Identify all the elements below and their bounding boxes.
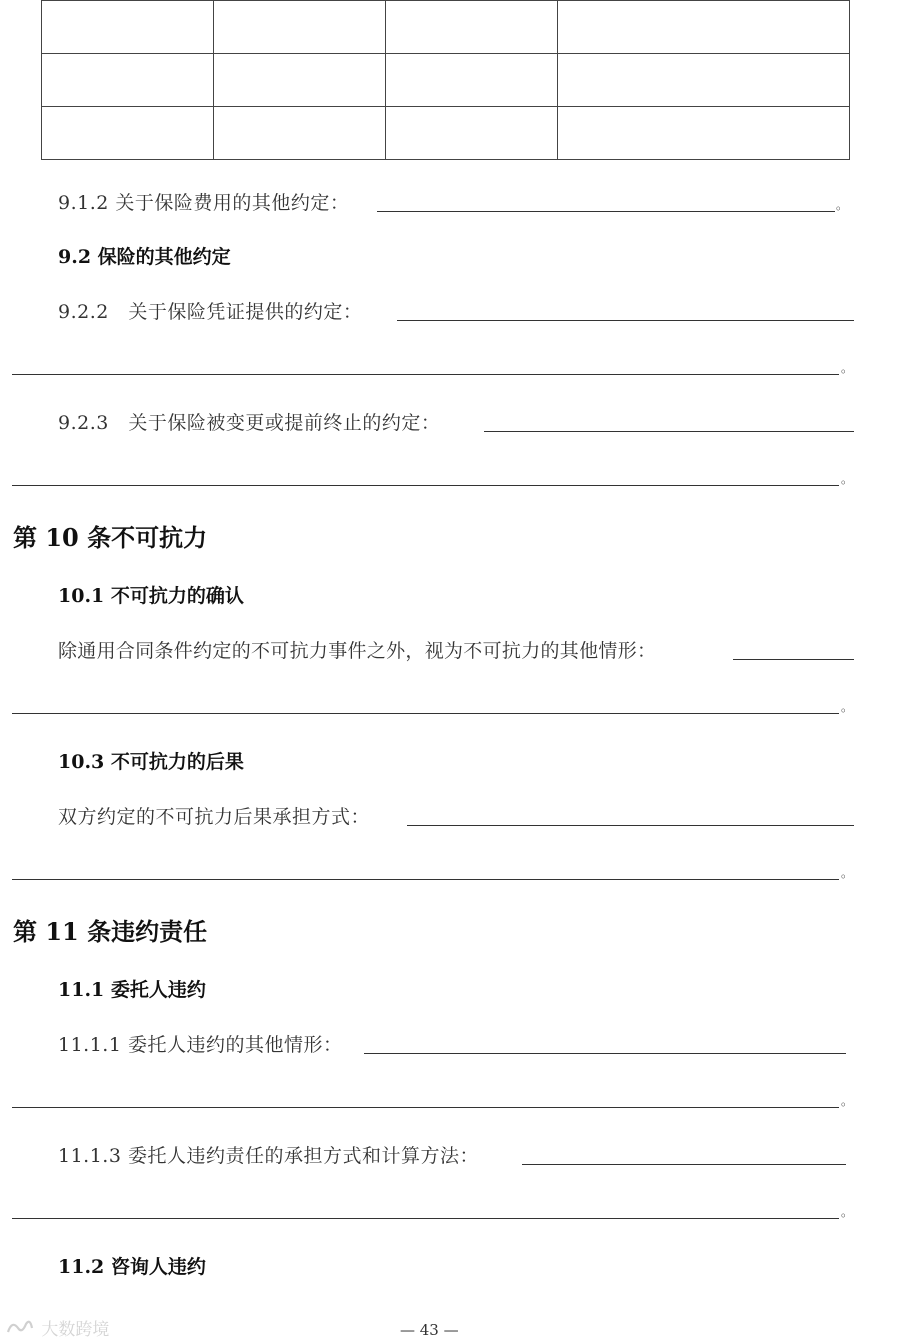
- clause-11-1-3-end: 。: [841, 1205, 854, 1219]
- article-11-heading: 第 11 条违约责任: [13, 917, 208, 946]
- table-row: [42, 107, 850, 160]
- table-cell: [214, 1, 386, 54]
- table-cell: [42, 54, 214, 107]
- table-cell: [214, 107, 386, 160]
- clause-9-2-2-label: 9.2.2 关于保险凭证提供的约定：: [58, 301, 363, 323]
- clause-9-2-3-end: 。: [841, 472, 854, 486]
- table-cell: [558, 54, 850, 107]
- clause-11-1-1-blank[interactable]: [364, 1053, 846, 1054]
- clause-11-1-3-blank[interactable]: [522, 1164, 846, 1165]
- table-cell: [386, 54, 558, 107]
- clause-10-1-blank[interactable]: [733, 659, 854, 660]
- table-row: [42, 1, 850, 54]
- clause-9-2-3-blank-2[interactable]: [12, 485, 839, 486]
- clause-10-1-label: 除通用合同条件约定的不可抗力事件之外，视为不可抗力的其他情形：: [58, 640, 657, 662]
- clause-9-1-2-label: 9.1.2 关于保险费用的其他约定：: [58, 192, 350, 214]
- table-row: [42, 54, 850, 107]
- page-number: — 43 —: [400, 1321, 459, 1339]
- watermark-logo-icon: [4, 1318, 36, 1338]
- section-11-2-heading: 11.2 咨询人违约: [58, 1256, 206, 1278]
- clause-9-1-2-blank[interactable]: [377, 211, 835, 212]
- section-10-1-heading: 10.1 不可抗力的确认: [58, 585, 244, 607]
- clause-9-1-2-end: 。: [836, 198, 849, 212]
- clause-10-1-blank-2[interactable]: [12, 713, 839, 714]
- section-11-1-heading: 11.1 委托人违约: [58, 979, 206, 1001]
- clause-11-1-1-blank-2[interactable]: [12, 1107, 839, 1108]
- table-cell: [42, 1, 214, 54]
- watermark-text: 大数跨境: [41, 1320, 110, 1340]
- section-9-2-heading: 9.2 保险的其他约定: [58, 246, 231, 268]
- form-table: [41, 0, 850, 160]
- clause-11-1-1-label: 11.1.1 委托人违约的其他情形：: [58, 1034, 343, 1056]
- table-cell: [558, 107, 850, 160]
- article-10-heading: 第 10 条不可抗力: [13, 523, 208, 552]
- clause-9-2-2-blank[interactable]: [397, 320, 854, 321]
- watermark: [4, 1315, 109, 1340]
- section-10-3-heading: 10.3 不可抗力的后果: [58, 751, 244, 773]
- table-cell: [386, 1, 558, 54]
- table-cell: [42, 107, 214, 160]
- clause-9-2-3-label: 9.2.3 关于保险被变更或提前终止的约定：: [58, 412, 441, 434]
- table-cell: [214, 54, 386, 107]
- clause-11-1-1-end: 。: [841, 1094, 854, 1108]
- clause-10-3-label: 双方约定的不可抗力后果承担方式：: [58, 806, 371, 828]
- clause-9-2-2-blank-2[interactable]: [12, 374, 839, 375]
- clause-10-3-blank-2[interactable]: [12, 879, 839, 880]
- clause-11-1-3-label: 11.1.3 委托人违约责任的承担方式和计算方法：: [58, 1145, 479, 1167]
- clause-10-1-end: 。: [841, 700, 854, 714]
- clause-11-1-3-blank-2[interactable]: [12, 1218, 839, 1219]
- table-cell: [386, 107, 558, 160]
- clause-9-2-2-end: 。: [841, 361, 854, 375]
- clause-10-3-blank[interactable]: [407, 825, 854, 826]
- table-cell: [558, 1, 850, 54]
- clause-10-3-end: 。: [841, 866, 854, 880]
- clause-9-2-3-blank[interactable]: [484, 431, 854, 432]
